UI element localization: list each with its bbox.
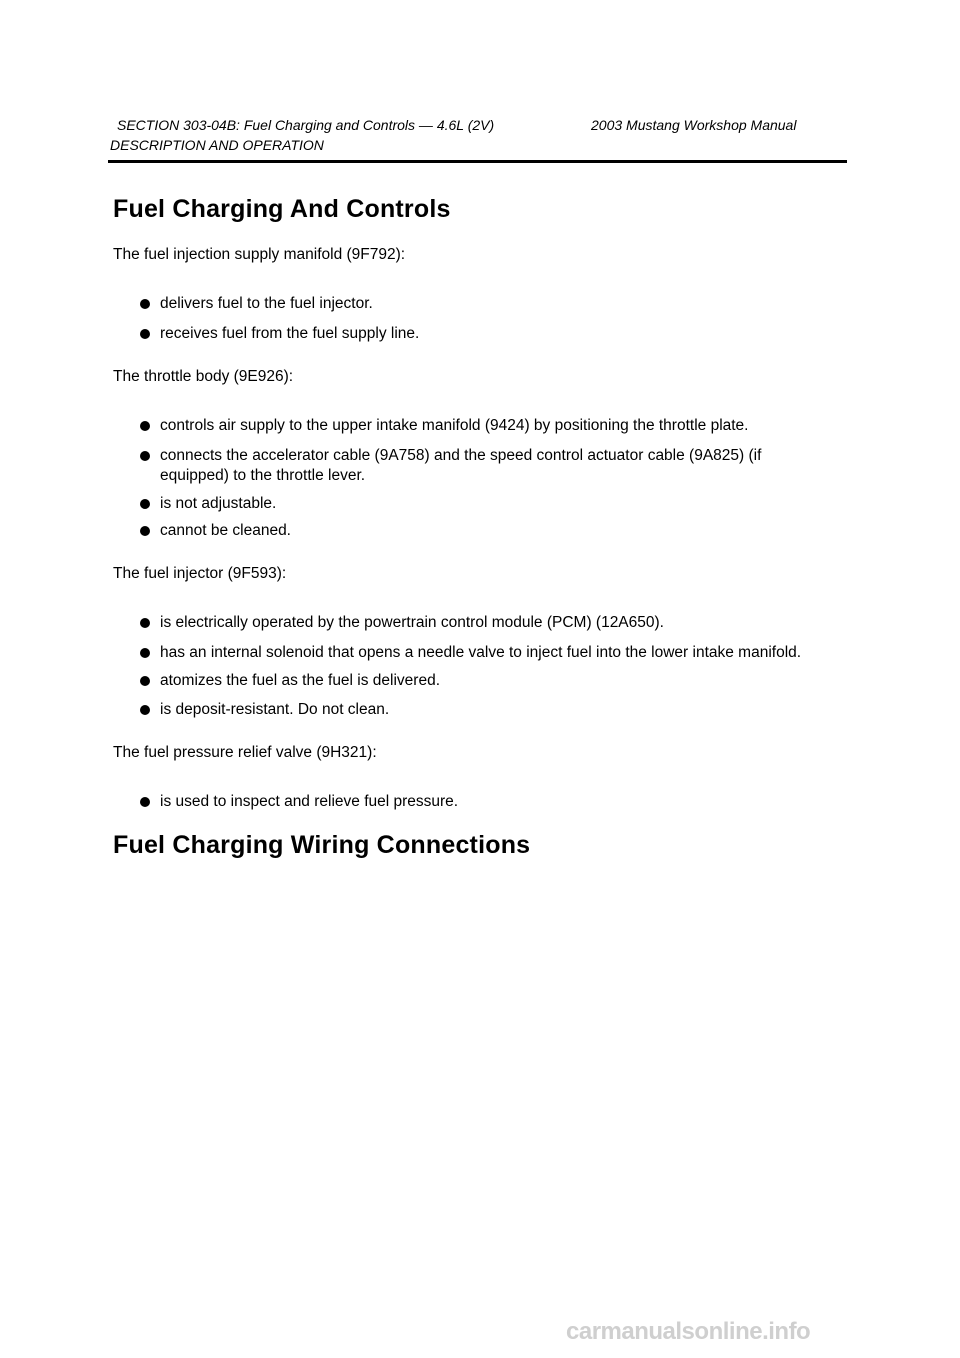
header-section-title: SECTION 303-04B: Fuel Charging and Controls — 4.6L (2V)	[117, 117, 495, 133]
list-item: receives fuel from the fuel supply line.	[140, 324, 840, 344]
list-item: is not adjustable.	[140, 494, 840, 514]
header-manual-title: 2003 Mustang Workshop Manual	[591, 117, 797, 133]
bullet-icon	[140, 648, 150, 658]
header-section	[117, 117, 797, 133]
list-item: connects the accelerator cable (9A758) and the speed control actuator cable (9A825) (if equipped) to the throttle lever.	[140, 446, 840, 486]
intro-fuel-injector: The fuel injector (9F593):	[113, 565, 287, 582]
header-subsection: DESCRIPTION AND OPERATION	[110, 137, 324, 153]
list-item: delivers fuel to the fuel injector.	[140, 294, 840, 314]
bullet-icon	[140, 329, 150, 339]
page-title: Fuel Charging And Controls	[113, 195, 451, 223]
bullet-icon	[140, 499, 150, 509]
list-item: controls air supply to the upper intake manifold (9424) by positioning the throttle plate.	[140, 416, 840, 436]
bullet-icon	[140, 526, 150, 536]
bullet-icon	[140, 797, 150, 807]
list-item: cannot be cleaned.	[140, 521, 840, 541]
bullet-icon	[140, 618, 150, 628]
bullet-icon	[140, 451, 150, 461]
list-item: is used to inspect and relieve fuel pressure.	[140, 792, 840, 812]
bullet-icon	[140, 421, 150, 431]
intro-supply-manifold: The fuel injection supply manifold (9F792):	[113, 246, 406, 263]
section-title-wiring: Fuel Charging Wiring Connections	[113, 831, 531, 859]
list-item: has an internal solenoid that opens a needle valve to inject fuel into the lower intake manifold.	[140, 643, 840, 663]
bullet-icon	[140, 676, 150, 686]
header-rule	[108, 160, 847, 163]
bullet-icon	[140, 299, 150, 309]
watermark: carmanualsonline.info	[566, 1318, 811, 1345]
intro-throttle-body: The throttle body (9E926):	[113, 368, 294, 385]
list-item: atomizes the fuel as the fuel is delivered.	[140, 671, 840, 691]
list-item: is deposit-resistant. Do not clean.	[140, 700, 840, 720]
intro-pressure-relief-valve: The fuel pressure relief valve (9H321):	[113, 744, 377, 761]
bullet-icon	[140, 705, 150, 715]
list-item: is electrically operated by the powertrain control module (PCM) (12A650).	[140, 613, 840, 633]
